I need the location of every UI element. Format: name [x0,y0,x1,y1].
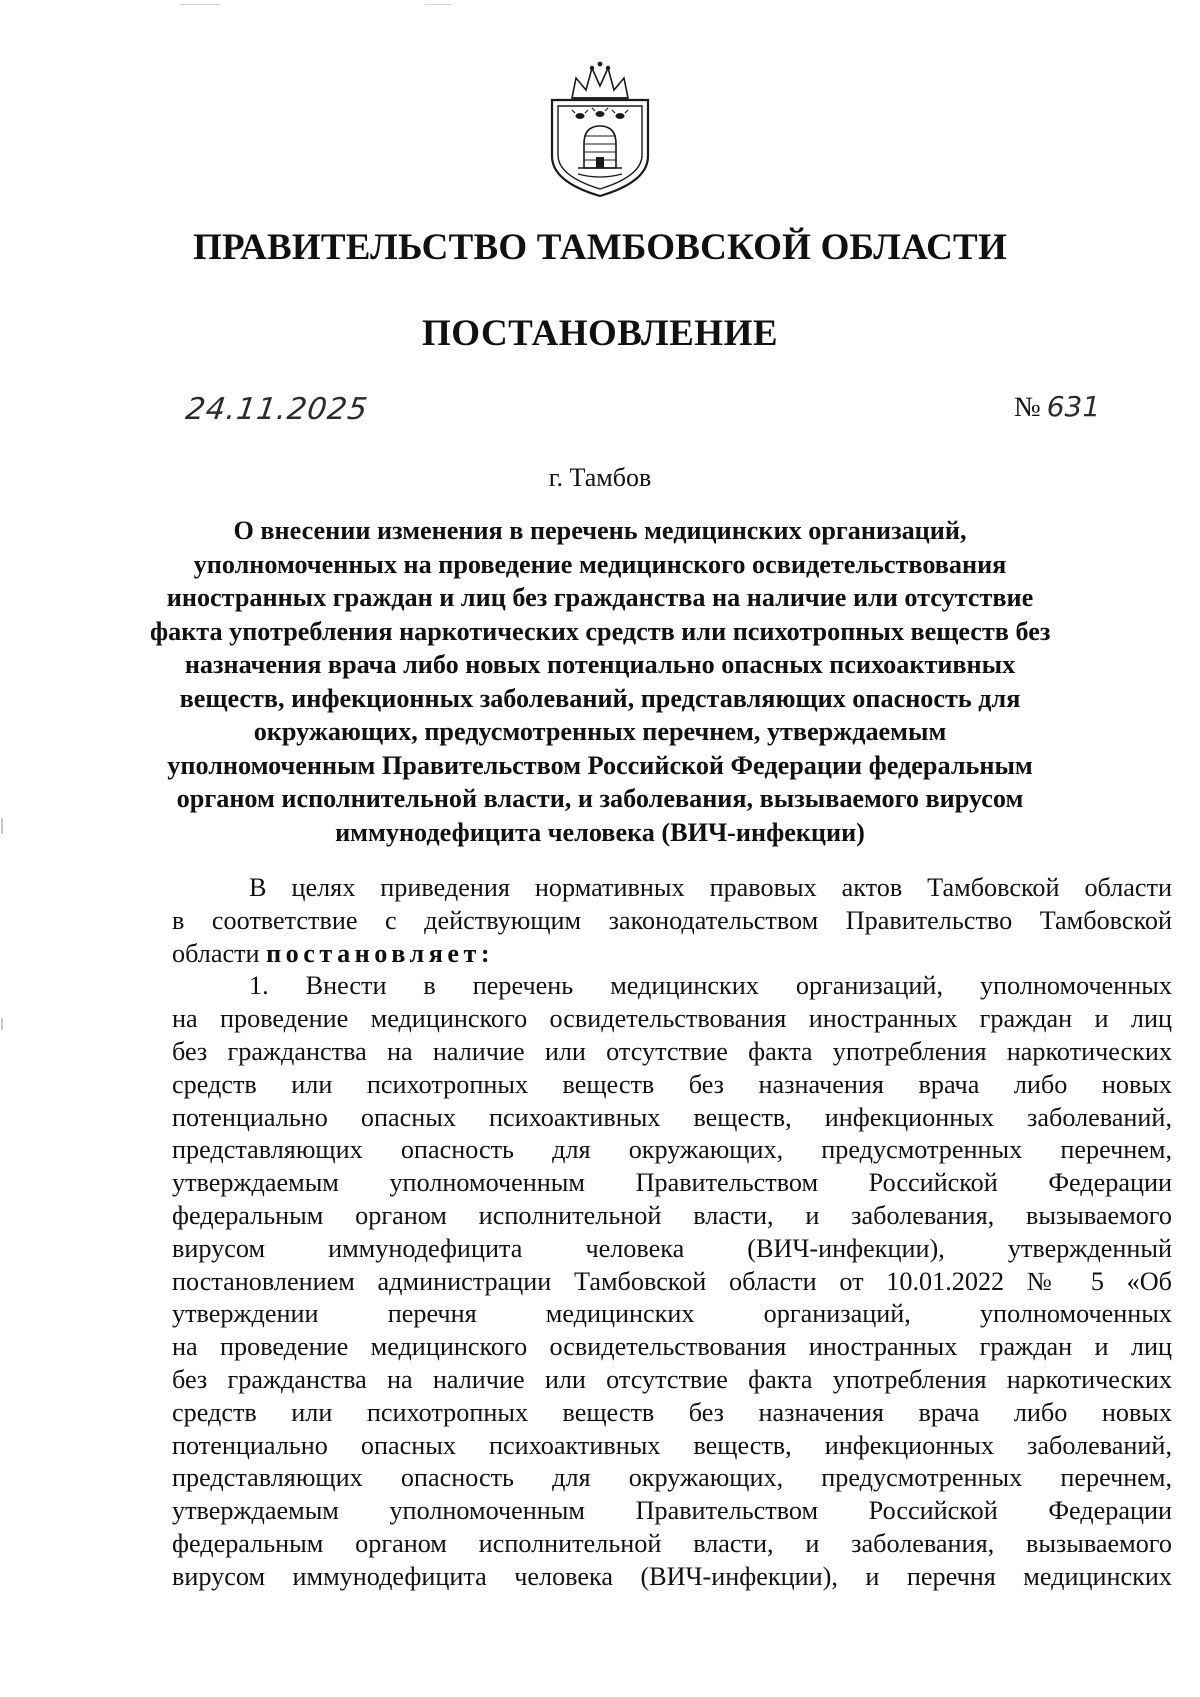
scan-artifact [180,4,220,5]
document-subject [150,514,1050,849]
decree-word: постановляет: [266,938,495,968]
subject-line: уполномоченных на проведение медицинского освидетельствования [193,549,1007,579]
document-number [1014,390,1100,424]
body-line: постановлением администрации Тамбовской области от 10.01.2022 № 5 «Об [172,1266,1172,1296]
body-line: потенциально опасных психоактивных веществ, инфекционных заболеваний, [172,1102,1172,1132]
body-line: утверждении перечня медицинских организаций, уполномоченных [172,1299,1172,1329]
body-line: средств или психотропных веществ без назначения врача либо новых [172,1397,1172,1427]
subject-line: органом исполнительной власти, и заболевания, вызываемого вирусом [176,784,1024,813]
coat-of-arms-icon [542,60,658,200]
body-line: федеральным органом исполнительной власти, и заболевания, вызываемого [172,1200,1172,1230]
body-line: в соответствие с действующим законодательством Правительство Тамбовской [172,905,1172,935]
body-line: вирусом иммунодефицита человека (ВИЧ-инфекции), утвержденный [172,1233,1172,1263]
body-line: утверждаемым уполномоченным Правительством Российской Федерации [172,1496,1172,1526]
subject-line: уполномоченным Правительством Российской Федерации федеральным [167,750,1033,780]
subject-line: иммунодефицита человека (ВИЧ-инфекции) [335,817,865,847]
body-line: без гражданства на наличие или отсутствие факта употребления наркотических [172,1364,1172,1394]
scan-artifact [425,4,451,5]
body-line: потенциально опасных психоактивных веществ, инфекционных заболеваний, [172,1430,1172,1460]
number-sign: № [1014,392,1041,423]
body-line: утверждаемым уполномоченным Правительством Российской Федерации [172,1168,1172,1198]
city-line: г. Тамбов [548,463,652,492]
body-line: представляющих опасность для окружающих, предусмотренных перечнем, [172,1135,1172,1165]
subject-line: О внесении изменения в перечень медицинских организаций, [233,516,967,545]
body-line: без гражданства на наличие или отсутствие факта употребления наркотических [172,1036,1172,1066]
scan-artifact [1,818,3,834]
subject-line: назначения врача либо новых потенциально опасных психоактивных [184,650,1016,679]
number-value: 631 [1046,390,1101,423]
decree-line [172,938,1172,971]
document-body [172,872,1172,1594]
document-type-title: ПОСТАНОВЛЕНИЕ [421,313,779,354]
body-line: на проведение медицинского освидетельствования иностранных граждан и лиц [172,1004,1172,1034]
subject-line: факта употребления наркотических средств или психотропных веществ без [150,616,1051,646]
subject-line: окружающих, предусмотренных перечнем, утверждаемым [253,717,947,746]
body-line: представляющих опасность для окружающих, предусмотренных перечнем, [172,1463,1172,1493]
body-line-prefix: области [172,938,267,968]
body-line: средств или психотропных веществ без назначения врача либо новых [172,1069,1172,1099]
document-date: 24.11.2025 [183,392,371,427]
government-title: ПРАВИТЕЛЬСТВО ТАМБОВСКОЙ ОБЛАСТИ [193,227,1007,268]
scan-artifact [1,1018,3,1030]
body-line: 1. Внести в перечень медицинских организаций, уполномоченных [249,971,1172,1001]
body-line: федеральным органом исполнительной власти, и заболевания, вызываемого [172,1528,1172,1558]
body-line: вирусом иммунодефицита человека (ВИЧ-инфекции), и перечня медицинских [172,1561,1172,1591]
subject-line: веществ, инфекционных заболеваний, представляющих опасность для [179,683,1021,713]
subject-line: иностранных граждан и лиц без гражданства на наличие или отсутствие [166,583,1034,612]
body-line: В целях приведения нормативных правовых актов Тамбовской области [249,873,1172,902]
body-line: на проведение медицинского освидетельствования иностранных граждан и лиц [172,1332,1172,1362]
